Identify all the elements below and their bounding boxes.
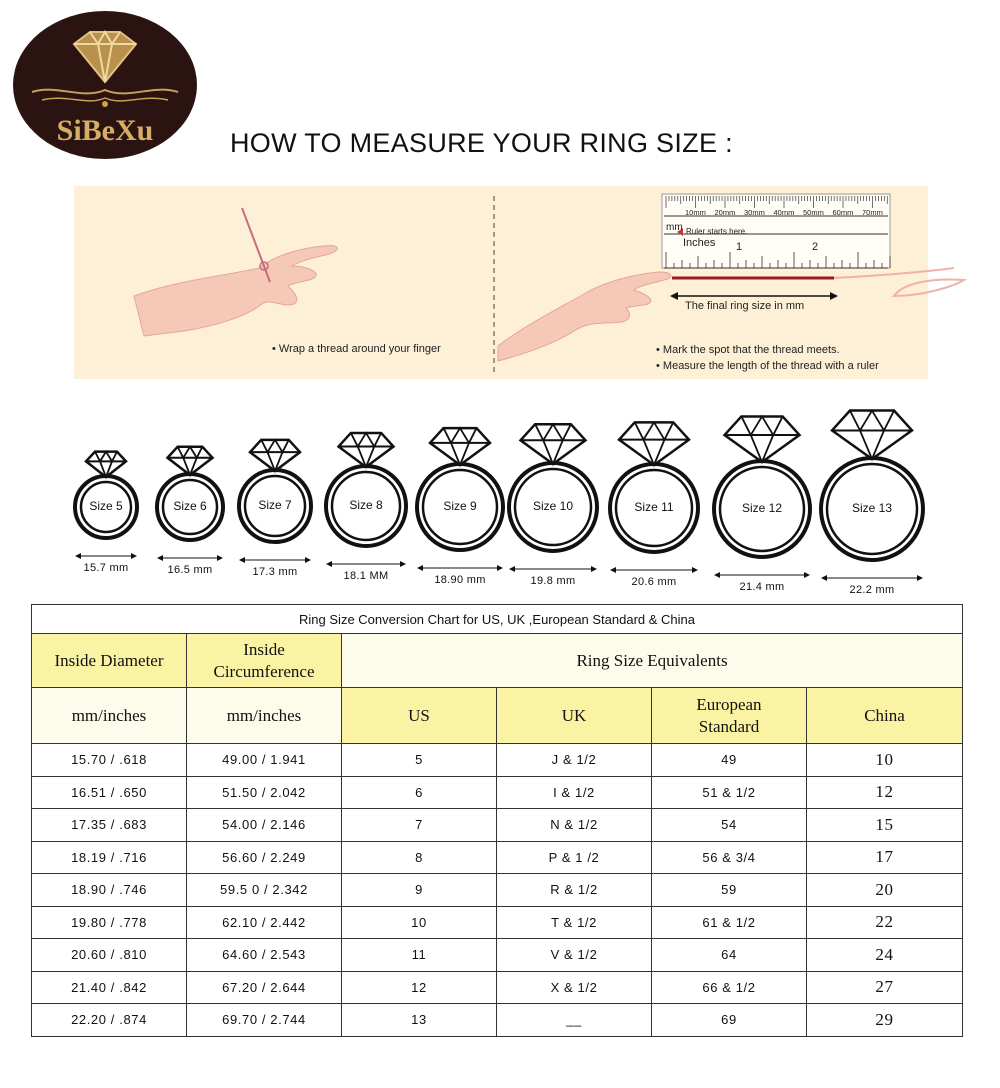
european-size-cell: 64 <box>652 939 807 972</box>
ring-size-13 <box>804 428 940 609</box>
diamond-icon <box>168 447 213 475</box>
uk-size-cell: J & 1/2 <box>497 744 652 777</box>
circumference-cell: 64.60 / 2.543 <box>187 939 342 972</box>
uk-size-cell: I & 1/2 <box>497 776 652 809</box>
us-size-cell: 11 <box>342 939 497 972</box>
ring-diameter-label: 20.6 mm <box>631 576 677 588</box>
ruler-inch-mark-2: 2 <box>812 241 819 253</box>
ruler-mm-mark: 20mm <box>714 208 736 217</box>
ruler-mm-mark: 40mm <box>773 208 795 217</box>
ring-size-label: Size 7 <box>258 498 292 512</box>
us-size-cell: 12 <box>342 971 497 1004</box>
china-size-cell: 20 <box>807 874 963 907</box>
ring-size-label: Size 6 <box>173 499 207 513</box>
diameter-cell: 16.51 / .650 <box>32 776 187 809</box>
us-size-cell: 9 <box>342 874 497 907</box>
hand-wrap-icon <box>134 208 337 336</box>
us-size-cell: 13 <box>342 1004 497 1037</box>
ring-diameter-label: 15.7 mm <box>83 562 129 574</box>
table-row <box>32 841 963 874</box>
diameter-cell: 22.20 / .874 <box>32 1004 187 1037</box>
circumference-cell: 69.70 / 2.744 <box>187 1004 342 1037</box>
table-row <box>32 809 963 842</box>
china-size-cell: 12 <box>807 776 963 809</box>
ring-diameter-label: 22.2 mm <box>849 584 895 596</box>
diameter-cell: 21.40 / .842 <box>32 971 187 1004</box>
ring-diameter-label: 16.5 mm <box>167 564 213 576</box>
ring-size-label: Size 12 <box>741 501 783 515</box>
circumference-cell: 67.20 / 2.644 <box>187 971 342 1004</box>
circumference-cell: 62.10 / 2.442 <box>187 906 342 939</box>
diameter-cell: 17.35 / .683 <box>32 809 187 842</box>
european-size-cell: 54 <box>652 809 807 842</box>
us-size-cell: 6 <box>342 776 497 809</box>
china-size-cell: 22 <box>807 906 963 939</box>
diameter-cell: 20.60 / .810 <box>32 939 187 972</box>
uk-size-cell: T & 1/2 <box>497 906 652 939</box>
us-size-cell: 8 <box>342 841 497 874</box>
ring-size-label: Size 5 <box>89 499 123 513</box>
ruler-mm-mark: 50mm <box>803 208 824 217</box>
table-row <box>32 971 963 1004</box>
hand-measure-icon <box>498 272 671 361</box>
header-ring-size-equivalents: Ring Size Equivalents <box>342 634 963 688</box>
table-row <box>32 874 963 907</box>
header-circumference-unit: mm/inches <box>187 688 342 744</box>
us-size-cell: 10 <box>342 906 497 939</box>
diamond-icon <box>521 424 586 464</box>
ring-size-label: Size 13 <box>851 501 893 515</box>
table-row <box>32 776 963 809</box>
ruler-inch-mark-1: 1 <box>736 241 743 253</box>
ruler-inches-unit: Inches <box>683 237 716 249</box>
diameter-cell: 18.90 / .746 <box>32 874 187 907</box>
ruler-mm-unit: mm <box>666 222 683 233</box>
ruler-mm-mark: 30mm <box>744 208 765 217</box>
diameter-cell: 19.80 / .778 <box>32 906 187 939</box>
circumference-cell: 56.60 / 2.249 <box>187 841 342 874</box>
china-size-cell: 24 <box>807 939 963 972</box>
table-row <box>32 1004 963 1037</box>
ring-diameter-label: 19.8 mm <box>530 575 576 587</box>
ring-diameter-label: 21.4 mm <box>739 581 785 593</box>
header-inside-circumference: Inside Circumference <box>187 634 342 688</box>
header-uk: UK <box>497 688 652 744</box>
china-size-cell: 10 <box>807 744 963 777</box>
header-china: China <box>807 688 963 744</box>
ring-diameter-label: 18.1 MM <box>343 570 389 582</box>
ring-diameter-label: 17.3 mm <box>252 566 298 578</box>
diamond-icon <box>725 416 800 462</box>
ring-size-label: Size 11 <box>634 500 674 514</box>
ruler-mm-mark: 10mm <box>685 208 706 217</box>
final-size-note: The final ring size in mm <box>685 300 805 312</box>
ring-size-label: Size 10 <box>532 499 574 513</box>
page-title: HOW TO MEASURE YOUR RING SIZE : <box>230 128 733 158</box>
ring-size-conversion-table <box>31 604 963 1037</box>
uk-size-cell: __ <box>497 1004 652 1037</box>
uk-size-cell: N & 1/2 <box>497 809 652 842</box>
circumference-cell: 59.5 0 / 2.342 <box>187 874 342 907</box>
diamond-icon <box>832 411 912 459</box>
ruler-start-note: Ruler starts here. <box>686 227 748 236</box>
header-us: US <box>342 688 497 744</box>
header-european: European Standard <box>652 688 807 744</box>
table-row <box>32 744 963 777</box>
european-size-cell: 61 & 1/2 <box>652 906 807 939</box>
diameter-cell: 15.70 / .618 <box>32 744 187 777</box>
diamond-icon <box>430 428 490 465</box>
measure-thread-instruction: • Measure the length of the thread with a ruler <box>656 360 879 372</box>
european-size-cell: 56 & 3/4 <box>652 841 807 874</box>
european-size-cell: 51 & 1/2 <box>652 776 807 809</box>
ring-diameter-label: 18.90 mm <box>434 574 486 586</box>
table-row <box>32 906 963 939</box>
diamond-icon <box>619 422 689 465</box>
ring-size-label: Size 9 <box>443 499 477 513</box>
china-size-cell: 29 <box>807 1004 963 1037</box>
ruler-mm-mark: 60mm <box>832 208 854 217</box>
european-size-cell: 49 <box>652 744 807 777</box>
european-size-cell: 66 & 1/2 <box>652 971 807 1004</box>
uk-size-cell: R & 1/2 <box>497 874 652 907</box>
european-size-cell: 59 <box>652 874 807 907</box>
circumference-cell: 51.50 / 2.042 <box>187 776 342 809</box>
us-size-cell: 5 <box>342 744 497 777</box>
brand-logo <box>12 10 198 160</box>
us-size-cell: 7 <box>342 809 497 842</box>
table-row <box>32 939 963 972</box>
ring-size-label: Size 8 <box>349 498 383 512</box>
wrap-thread-instruction: • Wrap a thread around your finger <box>272 343 441 355</box>
brand-name: SiBeXu <box>56 114 154 147</box>
header-inside-diameter: Inside Diameter <box>32 634 187 688</box>
header-diameter-unit: mm/inches <box>32 688 187 744</box>
diamond-icon <box>250 440 300 471</box>
mark-spot-instruction: • Mark the spot that the thread meets. <box>656 344 840 356</box>
ruler-mm-mark: 70mm <box>862 208 883 217</box>
instruction-panel <box>74 186 928 379</box>
china-size-cell: 17 <box>807 841 963 874</box>
uk-size-cell: V & 1/2 <box>497 939 652 972</box>
uk-size-cell: P & 1 /2 <box>497 841 652 874</box>
china-size-cell: 27 <box>807 971 963 1004</box>
circumference-cell: 49.00 / 1.941 <box>187 744 342 777</box>
diameter-cell: 18.19 / .716 <box>32 841 187 874</box>
table-caption: Ring Size Conversion Chart for US, UK ,European Standard & China <box>32 605 963 634</box>
diamond-icon <box>339 433 394 467</box>
diamond-icon <box>86 452 126 477</box>
china-size-cell: 15 <box>807 809 963 842</box>
european-size-cell: 69 <box>652 1004 807 1037</box>
uk-size-cell: X & 1/2 <box>497 971 652 1004</box>
circumference-cell: 54.00 / 2.146 <box>187 809 342 842</box>
